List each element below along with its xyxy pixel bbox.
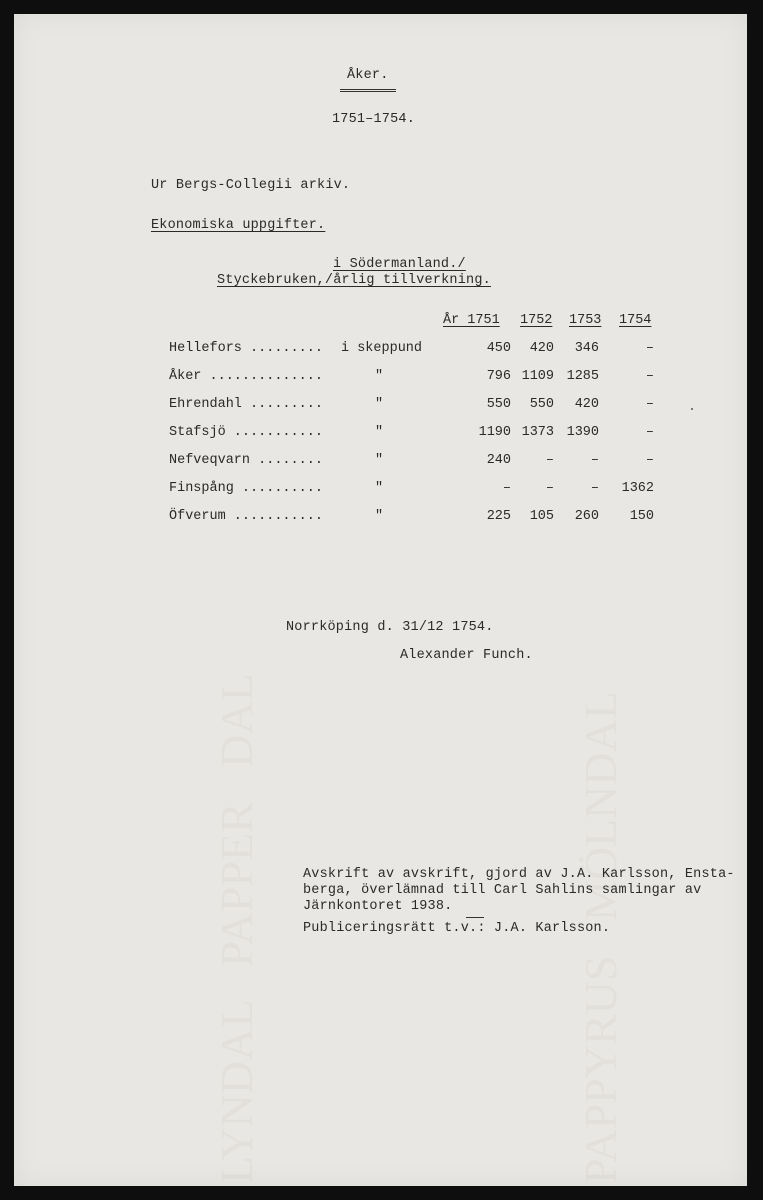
unit-label: " <box>375 397 384 412</box>
table-cell: 105 <box>529 509 554 524</box>
watermark-right: PAPPYRUS MÖLNDAL <box>575 691 626 1184</box>
table-cell: – <box>502 481 511 496</box>
table-cell: – <box>645 341 654 356</box>
publication-rights: Publiceringsrätt t.v.: J.A. Karlsson. <box>303 921 611 936</box>
table-cell: 450 <box>486 341 511 356</box>
column-header-1754: 1754 <box>619 313 652 328</box>
place-date: Norrköping d. 31/12 1754. <box>286 620 494 635</box>
table-cell: 346 <box>574 341 599 356</box>
table-cell: 240 <box>486 453 511 468</box>
table-row <box>169 341 669 359</box>
table-row <box>169 397 669 415</box>
column-header-1751: År 1751 <box>443 313 500 328</box>
table-row <box>169 453 669 471</box>
table-cell: 260 <box>574 509 599 524</box>
works-name: Öfverum ........... <box>169 509 323 524</box>
watermark-left: LYNDAL PAPPER DAL <box>211 673 262 1184</box>
table-cell: 1390 <box>566 425 599 440</box>
works-name: Stafsjö ........... <box>169 425 323 440</box>
ink-speck <box>691 408 693 410</box>
table-cell: – <box>645 453 654 468</box>
table-cell: – <box>590 481 599 496</box>
unit-label: " <box>375 481 384 496</box>
column-header-1752: 1752 <box>520 313 553 328</box>
works-name: Nefveqvarn ........ <box>169 453 323 468</box>
table-cell: – <box>590 453 599 468</box>
note-divider <box>466 917 484 918</box>
works-name: Åker .............. <box>169 369 323 384</box>
unit-label: i skeppund <box>341 341 423 356</box>
table-cell: 150 <box>629 509 654 524</box>
table-cell: 420 <box>574 397 599 412</box>
table-cell: 796 <box>486 369 511 384</box>
subheading-description: Styckebruken,/årlig tillverkning. <box>217 273 491 288</box>
works-name: Finspång .......... <box>169 481 323 496</box>
table-row <box>169 481 669 499</box>
signatory-name: Alexander Funch. <box>400 648 533 663</box>
section-heading: Ekonomiska uppgifter. <box>151 218 326 233</box>
table-cell: 1373 <box>521 425 554 440</box>
note-line-3: Järnkontoret 1938. <box>303 899 453 914</box>
table-cell: 225 <box>486 509 511 524</box>
table-cell: 1190 <box>478 425 511 440</box>
year-range: 1751–1754. <box>332 112 416 127</box>
document-title: Åker. <box>347 68 389 83</box>
table-cell: 420 <box>529 341 554 356</box>
unit-label: " <box>375 425 384 440</box>
table-cell: – <box>545 481 554 496</box>
subheading-region: i Södermanland./ <box>333 257 466 272</box>
table-row <box>169 369 669 387</box>
note-line-2: berga, överlämnad till Carl Sahlins samlingar av <box>303 883 702 898</box>
column-header-1753: 1753 <box>569 313 602 328</box>
note-line-1: Avskrift av avskrift, gjord av J.A. Karlsson, Ensta- <box>303 867 735 882</box>
table-cell: – <box>645 397 654 412</box>
table-cell: 1362 <box>621 481 654 496</box>
table-row <box>169 509 669 527</box>
table-row <box>169 425 669 443</box>
table-cell: – <box>645 425 654 440</box>
table-cell: 550 <box>529 397 554 412</box>
unit-label: " <box>375 509 384 524</box>
table-cell: 1285 <box>566 369 599 384</box>
unit-label: " <box>375 369 384 384</box>
unit-label: " <box>375 453 384 468</box>
title-double-underline <box>340 89 396 92</box>
table-header-row <box>169 313 669 331</box>
table-cell: 1109 <box>521 369 554 384</box>
table-cell: 550 <box>486 397 511 412</box>
source-line: Ur Bergs-Collegii arkiv. <box>151 178 351 193</box>
works-name: Ehrendahl ......... <box>169 397 323 412</box>
table-cell: – <box>545 453 554 468</box>
works-name: Hellefors ......... <box>169 341 323 356</box>
table-cell: – <box>645 369 654 384</box>
document-page <box>14 14 747 1186</box>
